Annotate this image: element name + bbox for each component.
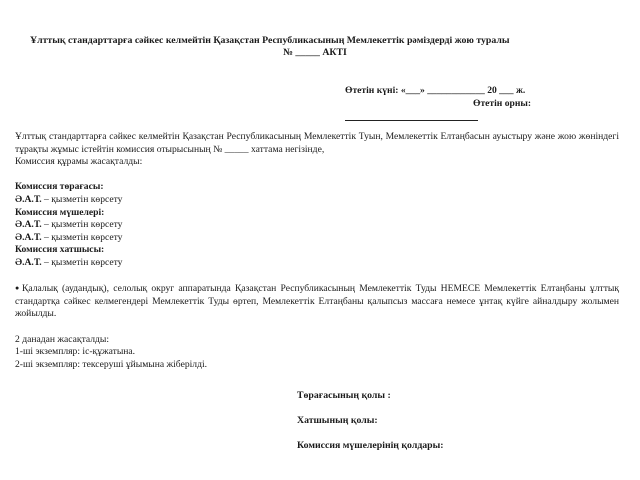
member-role: – қызметін көрсету (41, 193, 123, 205)
members-heading: Комиссия мүшелері: (15, 206, 105, 218)
date-line: Өтетін күні: «___» ____________ 20 ___ ж. (345, 85, 526, 96)
bullet-icon: ● (15, 284, 22, 293)
member-abbr: Ә.А.Т. (15, 256, 42, 268)
chair-heading: Комиссия төрағасы: (15, 181, 104, 193)
date-place-block (345, 84, 575, 121)
member-role: – қызметін көрсету (41, 231, 123, 243)
chair-entry (15, 194, 619, 207)
place-label: Өтетін орны: (473, 98, 532, 109)
members-signature-label: Комиссия мүшелерінің қолдары: (297, 440, 444, 452)
main-text: Қалалық (аудандық), селолық округ аппаратында Қазақстан Республикасының Мемлекеттік Туды НЕМЕСЕ Мемлекеттік Елтаңбаны ұлттық стандартқа сәйкес келмегендері Мемлекеттік Туды өртеп, Мемлекеттік Елтаңбаны қалыпсыз массаға немесе ұнтақ күйге айналдыру жолымен жойылды. (15, 283, 619, 320)
commission-formed-line: Комиссия құрамы жасақталды: (15, 156, 143, 168)
signature-block (297, 390, 597, 453)
member-role: – қызметін көрсету (41, 219, 123, 231)
title-line-2: № _____ АКТІ (283, 47, 347, 58)
member-entry (15, 219, 619, 232)
copy-1-line: 1-ші экземпляр: іс-құжатына. (15, 346, 136, 358)
secretary-signature-label: Хатшының қолы: (297, 415, 378, 427)
member-entry (15, 232, 619, 245)
chair-signature-label: Төрағасының қолы : (297, 390, 391, 401)
secretary-entry (15, 257, 619, 270)
place-underline (345, 110, 478, 121)
copy-2-line: 2-ші экземпляр: тексеруші ұйымына жіберілді. (15, 358, 208, 370)
document-body (15, 131, 619, 371)
member-abbr: Ә.А.Т. (15, 231, 42, 243)
copies-line: 2 данадан жасақталды: (15, 333, 110, 345)
intro-paragraph: Ұлттық стандарттарға сәйкес келмейтін Қазақстан Республикасының Мемлекеттік Туын, Мемлекеттік Елтаңбасын ауыстыру және жою жөніндегі тұрақты жұмыс істейтін комиссия отырысының № _____ хаттама негізінде, (15, 131, 619, 155)
document-title (30, 35, 560, 59)
main-paragraph (15, 282, 619, 321)
member-abbr: Ә.А.Т. (15, 193, 42, 205)
title-line-1: Ұлттық стандарттарға сәйкес келмейтін Қазақстан Республикасының Мемлекеттік рәміздерді жою туралы (30, 35, 510, 46)
secretary-heading: Комиссия хатшысы: (15, 244, 105, 256)
member-abbr: Ә.А.Т. (15, 219, 42, 231)
member-role: – қызметін көрсету (41, 256, 123, 268)
